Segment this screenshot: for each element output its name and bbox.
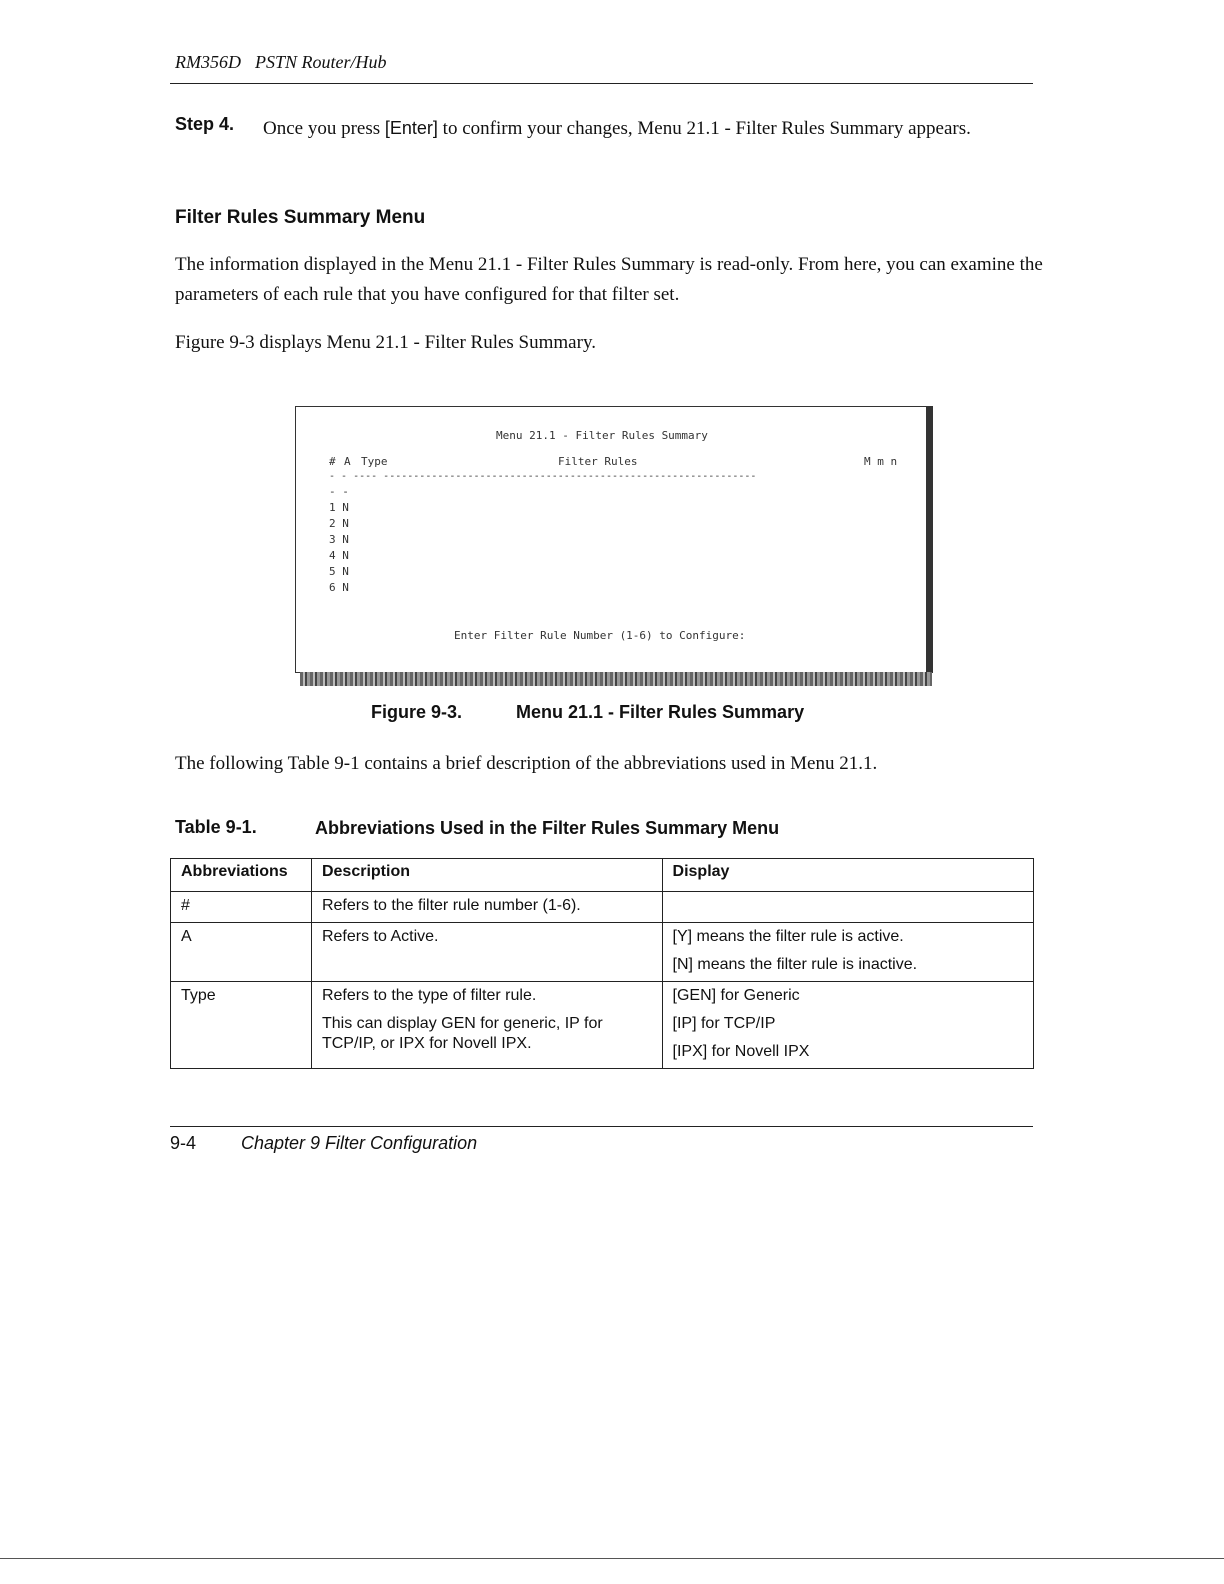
table-title: Abbreviations Used in the Filter Rules Summary Menu — [315, 818, 780, 838]
terminal-scan-noise — [300, 672, 932, 686]
table-cell-text: [GEN] for Generic — [672, 987, 800, 1004]
terminal-col-mmn: M m n — [864, 455, 898, 468]
terminal-dash-line-2: - - — [329, 485, 349, 498]
terminal-row: 3 N — [329, 533, 349, 546]
table-cell-display — [662, 923, 1033, 982]
terminal-title: Menu 21.1 - Filter Rules Summary — [496, 429, 708, 442]
table-row — [171, 982, 1034, 1069]
table-cell-text: Refers to the type of filter rule. — [321, 987, 537, 1004]
step-label: Step 4. — [175, 114, 235, 134]
terminal-row: 1 N — [329, 501, 349, 514]
table-header-cell: Abbreviations — [171, 859, 312, 892]
abbreviations-table — [170, 858, 1034, 1069]
table-cell-text: [IPX] for Novell IPX — [672, 1043, 810, 1060]
figure-number: Figure 9-3. — [371, 702, 463, 722]
terminal-screen — [295, 406, 933, 673]
terminal-col-type: Type — [361, 455, 388, 468]
terminal-col-num: # — [329, 455, 336, 468]
table-cell-display — [662, 982, 1033, 1069]
terminal-col-active: A — [344, 455, 351, 468]
table-cell-text: Refers to Active. — [321, 928, 439, 945]
table-cell-desc — [311, 923, 662, 982]
paragraph-figure-ref: Figure 9-3 displays Menu 21.1 - Filter Rules Summary. — [175, 332, 596, 353]
terminal-col-rules: Filter Rules — [558, 455, 638, 468]
table-cell-abbr — [171, 923, 312, 982]
step-text-before: Once you press — [263, 118, 385, 139]
footer-chapter: Chapter 9 Filter Configuration — [241, 1133, 478, 1153]
paragraph-intro: The information displayed in the Menu 21.1 - Filter Rules Summary is read-only. From here, you can examine the parameters of each rule that you have configured for that filter set. — [175, 254, 1043, 305]
running-header — [175, 52, 387, 73]
table-number: Table 9-1. — [175, 817, 257, 837]
table-cell-display — [662, 892, 1033, 923]
table-cell-text: # — [181, 897, 190, 914]
table-cell-desc — [311, 982, 662, 1069]
table-cell-text: Type — [181, 987, 216, 1004]
enter-key: [Enter] — [384, 118, 438, 138]
table-header-row — [171, 859, 1034, 892]
table-row — [171, 892, 1034, 923]
header-model: RM356D — [175, 52, 241, 72]
table-cell-text: A — [181, 928, 192, 945]
table-cell-abbr — [171, 982, 312, 1069]
table-cell-desc — [311, 892, 662, 923]
terminal-row: 2 N — [329, 517, 349, 530]
table-cell-text: [N] means the filter rule is inactive. — [672, 956, 918, 973]
table-cell-text: This can display GEN for generic, IP for TCP/IP, or IPX for Novell IPX. — [321, 1015, 603, 1052]
paragraph-table-ref: The following Table 9-1 contains a brief description of the abbreviations used in Menu 21.1. — [175, 753, 878, 774]
terminal-row: 4 N — [329, 549, 349, 562]
terminal-prompt: Enter Filter Rule Number (1-6) to Configure: — [454, 629, 746, 642]
table-cell-abbr — [171, 892, 312, 923]
header-rule — [170, 83, 1033, 84]
scan-edge-line — [0, 1558, 1224, 1559]
footer-page-number: 9-4 — [170, 1133, 197, 1153]
table-cell-text: [Y] means the filter rule is active. — [672, 928, 904, 945]
step-text — [263, 113, 1023, 144]
section-heading: Filter Rules Summary Menu — [175, 207, 426, 228]
table-cell-text: [IP] for TCP/IP — [672, 1015, 776, 1032]
table-cell-text: Refers to the filter rule number (1-6). — [321, 897, 581, 914]
terminal-row: 5 N — [329, 565, 349, 578]
terminal-dash-line: - - ---- -------------------------------------------------------------- — [329, 471, 757, 482]
step-text-after: to confirm your changes, Menu 21.1 - Filter Rules Summary appears. — [437, 118, 971, 139]
footer-rule — [170, 1126, 1033, 1127]
header-product: PSTN Router/Hub — [255, 52, 387, 72]
table-header-cell: Display — [662, 859, 1033, 892]
table-row — [171, 923, 1034, 982]
figure-title: Menu 21.1 - Filter Rules Summary — [516, 702, 805, 722]
terminal-row: 6 N — [329, 581, 349, 594]
table-header-cell: Description — [311, 859, 662, 892]
